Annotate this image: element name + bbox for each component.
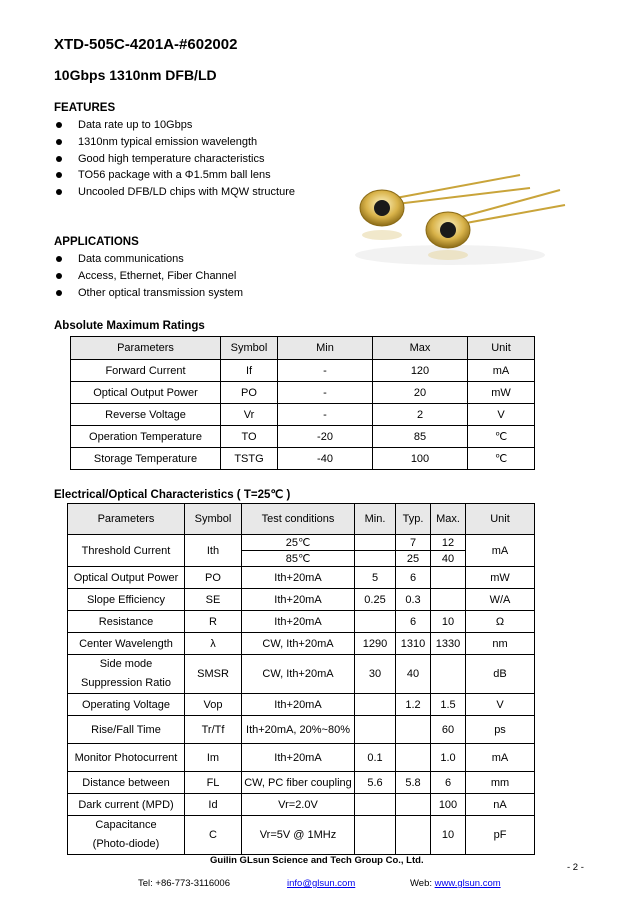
table-cell: nm xyxy=(466,633,535,655)
table-row xyxy=(68,794,535,816)
application-item: Data communications xyxy=(54,251,243,268)
table-cell xyxy=(396,716,431,744)
table-cell: Rise/Fall Time xyxy=(68,716,185,744)
feature-item: TO56 package with a Φ1.5mm ball lens xyxy=(54,167,295,184)
table-cell: λ xyxy=(185,633,242,655)
table-cell: Dark current (MPD) xyxy=(68,794,185,816)
table-cell: 0.1 xyxy=(355,744,396,772)
table-cell: mW xyxy=(466,567,535,589)
table-cell: 1330 xyxy=(431,633,466,655)
document-title: XTD-505C-4201A-#602002 xyxy=(54,36,238,53)
bullet-icon xyxy=(56,273,62,279)
table-cell: mm xyxy=(466,772,535,794)
feature-item: Uncooled DFB/LD chips with MQW structure xyxy=(54,184,295,201)
table-cell: - xyxy=(278,404,373,426)
bullet-icon xyxy=(56,156,62,162)
table-cell: Unit xyxy=(466,504,535,535)
bullet-icon xyxy=(56,139,62,145)
table-cell: 1.2 xyxy=(396,694,431,716)
table-cell: 85℃ xyxy=(242,551,355,567)
features-list xyxy=(54,117,295,201)
table-cell: TO xyxy=(221,426,278,448)
eo-heading: Electrical/Optical Characteristics ( T=25℃ ) xyxy=(54,489,291,501)
table-cell: Threshold Current xyxy=(68,535,185,567)
table-cell: 60 xyxy=(431,716,466,744)
table-cell xyxy=(355,694,396,716)
table-cell: 120 xyxy=(373,360,468,382)
table-cell: 10 xyxy=(431,611,466,633)
table-cell xyxy=(355,794,396,816)
table-cell: 1.0 xyxy=(431,744,466,772)
table-cell: Monitor Photocurrent xyxy=(68,744,185,772)
table-cell: Vr xyxy=(221,404,278,426)
table-cell xyxy=(355,611,396,633)
table-row xyxy=(68,567,535,589)
table-header-row xyxy=(68,504,535,535)
table-row xyxy=(68,535,535,551)
footer-web: Web: www.glsun.com xyxy=(410,878,501,889)
table-cell: 20 xyxy=(373,382,468,404)
table-cell: 25℃ xyxy=(242,535,355,551)
abs-max-heading: Absolute Maximum Ratings xyxy=(54,320,205,332)
table-cell: 12 xyxy=(431,535,466,551)
table-cell: Tr/Tf xyxy=(185,716,242,744)
table-cell xyxy=(396,794,431,816)
applications-heading: APPLICATIONS xyxy=(54,236,139,248)
table-cell: Symbol xyxy=(221,337,278,360)
footer-web-link[interactable]: www.glsun.com xyxy=(434,878,501,889)
table-row xyxy=(68,589,535,611)
table-cell: mA xyxy=(468,360,535,382)
footer-company: Guilin GLsun Science and Tech Group Co., Ltd. xyxy=(210,855,424,866)
table-cell xyxy=(396,816,431,855)
table-cell xyxy=(355,551,396,567)
table-cell xyxy=(355,535,396,551)
table-cell: 1.5 xyxy=(431,694,466,716)
table-cell: Ω xyxy=(466,611,535,633)
application-item: Access, Ethernet, Fiber Channel xyxy=(54,268,243,285)
bullet-icon xyxy=(56,122,62,128)
table-cell: Optical Output Power xyxy=(71,382,221,404)
table-cell: mW xyxy=(468,382,535,404)
table-cell: nA xyxy=(466,794,535,816)
table-cell: Operating Voltage xyxy=(68,694,185,716)
feature-item: Good high temperature characteristics xyxy=(54,151,295,168)
table-cell: Ith+20mA xyxy=(242,744,355,772)
table-row xyxy=(68,611,535,633)
page-number: - 2 - xyxy=(567,862,584,873)
table-cell: Reverse Voltage xyxy=(71,404,221,426)
table-cell: 25 xyxy=(396,551,431,567)
table-cell: 7 xyxy=(396,535,431,551)
table-row xyxy=(71,360,535,382)
table-cell: 1310 xyxy=(396,633,431,655)
table-row xyxy=(68,694,535,716)
table-cell: ℃ xyxy=(468,426,535,448)
table-row xyxy=(68,633,535,655)
table-cell: Optical Output Power xyxy=(68,567,185,589)
table-cell xyxy=(431,589,466,611)
eo-table xyxy=(67,503,535,855)
table-row xyxy=(68,716,535,744)
table-cell: ps xyxy=(466,716,535,744)
table-cell: Max xyxy=(373,337,468,360)
table-cell: SMSR xyxy=(185,655,242,694)
bullet-icon xyxy=(56,290,62,296)
table-cell: Vr=2.0V xyxy=(242,794,355,816)
table-cell: PO xyxy=(221,382,278,404)
table-cell xyxy=(431,567,466,589)
table-cell: PO xyxy=(185,567,242,589)
table-cell: 0.3 xyxy=(396,589,431,611)
table-row xyxy=(68,655,535,694)
table-cell: mA xyxy=(466,744,535,772)
table-cell: Ith+20mA xyxy=(242,694,355,716)
table-cell: ℃ xyxy=(468,448,535,470)
table-row xyxy=(71,448,535,470)
table-cell: mA xyxy=(466,535,535,567)
table-cell xyxy=(355,716,396,744)
table-cell: Ith+20mA, 20%~80% xyxy=(242,716,355,744)
table-cell: dB xyxy=(466,655,535,694)
table-cell: Side mode Suppression Ratio xyxy=(68,655,185,694)
table-cell: Im xyxy=(185,744,242,772)
product-photo xyxy=(330,160,570,270)
feature-item: 1310nm typical emission wavelength xyxy=(54,134,295,151)
table-row xyxy=(68,744,535,772)
table-cell: - xyxy=(278,382,373,404)
table-cell: Test conditions xyxy=(242,504,355,535)
table-cell: 0.25 xyxy=(355,589,396,611)
table-cell: C xyxy=(185,816,242,855)
table-cell: -20 xyxy=(278,426,373,448)
table-row xyxy=(68,772,535,794)
table-cell: Ith xyxy=(185,535,242,567)
table-cell: SE xyxy=(185,589,242,611)
table-cell: Ith+20mA xyxy=(242,567,355,589)
table-cell: Vr=5V @ 1MHz xyxy=(242,816,355,855)
table-cell: 2 xyxy=(373,404,468,426)
table-cell: Distance between xyxy=(68,772,185,794)
table-cell: Typ. xyxy=(396,504,431,535)
table-cell: Unit xyxy=(468,337,535,360)
table-cell: Min xyxy=(278,337,373,360)
table-cell xyxy=(355,816,396,855)
table-cell: 40 xyxy=(396,655,431,694)
table-cell: 1290 xyxy=(355,633,396,655)
features-heading: FEATURES xyxy=(54,102,116,114)
abs-max-table xyxy=(70,336,535,470)
table-cell: 100 xyxy=(373,448,468,470)
footer-tel: Tel: +86-773-3116006 xyxy=(138,878,230,889)
table-header-row xyxy=(71,337,535,360)
bullet-icon xyxy=(56,172,62,178)
footer-email-link[interactable]: info@glsun.com xyxy=(287,878,356,889)
applications-list xyxy=(54,251,243,301)
table-cell: 5 xyxy=(355,567,396,589)
feature-item: Data rate up to 10Gbps xyxy=(54,117,295,134)
table-cell: -40 xyxy=(278,448,373,470)
table-row xyxy=(71,426,535,448)
table-cell: 5.8 xyxy=(396,772,431,794)
table-cell: Resistance xyxy=(68,611,185,633)
table-cell: Symbol xyxy=(185,504,242,535)
table-cell: CW, Ith+20mA xyxy=(242,633,355,655)
table-cell: Storage Temperature xyxy=(71,448,221,470)
table-cell: Parameters xyxy=(68,504,185,535)
table-cell: Capacitance (Photo-diode) xyxy=(68,816,185,855)
table-cell: Id xyxy=(185,794,242,816)
table-cell: Parameters xyxy=(71,337,221,360)
table-cell: 10 xyxy=(431,816,466,855)
table-row xyxy=(68,816,535,855)
table-cell: 30 xyxy=(355,655,396,694)
bullet-icon xyxy=(56,189,62,195)
bullet-icon xyxy=(56,256,62,262)
table-cell: W/A xyxy=(466,589,535,611)
table-cell: V xyxy=(468,404,535,426)
table-cell: Vop xyxy=(185,694,242,716)
table-cell xyxy=(431,655,466,694)
table-cell: pF xyxy=(466,816,535,855)
table-cell: Max. xyxy=(431,504,466,535)
table-cell: 85 xyxy=(373,426,468,448)
table-cell: Min. xyxy=(355,504,396,535)
table-cell xyxy=(396,744,431,772)
table-cell: FL xyxy=(185,772,242,794)
table-cell: 6 xyxy=(396,611,431,633)
table-cell: 6 xyxy=(431,772,466,794)
table-cell: If xyxy=(221,360,278,382)
table-cell: 6 xyxy=(396,567,431,589)
table-cell: Slope Efficiency xyxy=(68,589,185,611)
table-cell: Center Wavelength xyxy=(68,633,185,655)
table-cell: Ith+20mA xyxy=(242,611,355,633)
table-cell: 100 xyxy=(431,794,466,816)
table-cell: - xyxy=(278,360,373,382)
document-subtitle: 10Gbps 1310nm DFB/LD xyxy=(54,67,217,83)
table-cell: R xyxy=(185,611,242,633)
table-cell: Forward Current xyxy=(71,360,221,382)
table-row xyxy=(71,382,535,404)
table-cell: CW, PC fiber coupling xyxy=(242,772,355,794)
table-cell: CW, Ith+20mA xyxy=(242,655,355,694)
table-cell: 40 xyxy=(431,551,466,567)
table-cell: V xyxy=(466,694,535,716)
application-item: Other optical transmission system xyxy=(54,285,243,302)
table-cell: Operation Temperature xyxy=(71,426,221,448)
table-cell: Ith+20mA xyxy=(242,589,355,611)
table-row xyxy=(71,404,535,426)
table-cell: 5.6 xyxy=(355,772,396,794)
table-cell: TSTG xyxy=(221,448,278,470)
